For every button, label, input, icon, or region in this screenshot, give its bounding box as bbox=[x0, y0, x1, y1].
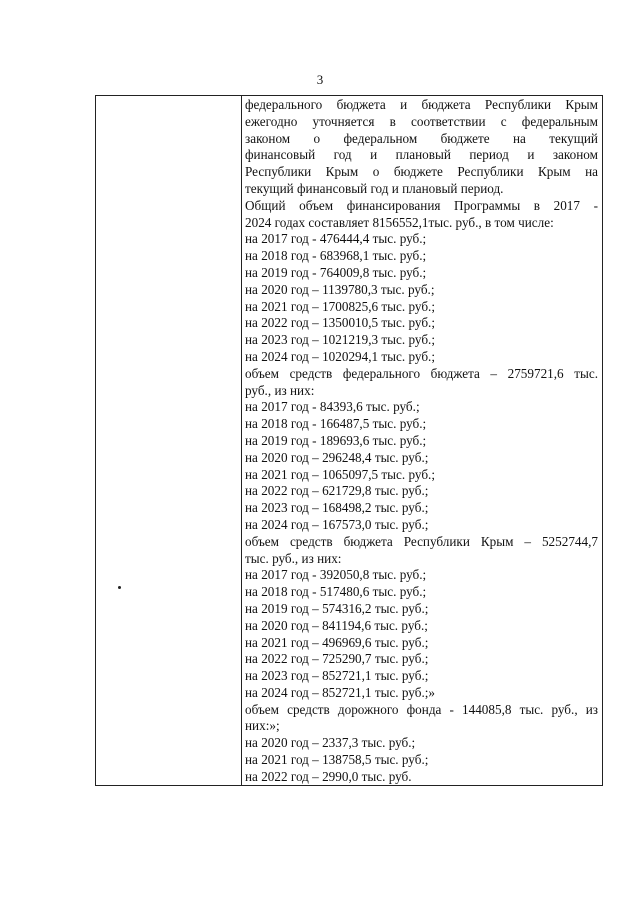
text-line: на 2022 год – 725290,7 тыс. руб.; bbox=[245, 651, 429, 667]
text-line: на 2022 год – 1350010,5 тыс. руб.; bbox=[245, 315, 435, 331]
text-line: на 2021 год – 1700825,6 тыс. руб.; bbox=[245, 298, 435, 314]
text-line: финансовый год и плановый период и законом bbox=[245, 147, 598, 163]
text-line: на 2019 год – 574316,2 тыс. руб.; bbox=[245, 600, 429, 616]
text-line: на 2020 год – 296248,4 тыс. руб.; bbox=[245, 449, 429, 465]
table-right-cell bbox=[245, 97, 598, 786]
text-line: на 2021 год – 496969,6 тыс. руб.; bbox=[245, 634, 429, 650]
text-line: на 2019 год - 189693,6 тыс. руб.; bbox=[245, 432, 427, 448]
text-line: на 2021 год – 1065097,5 тыс. руб.; bbox=[245, 466, 435, 482]
text-line: на 2020 год – 2337,3 тыс. руб.; bbox=[245, 735, 416, 751]
text-line: на 2023 год – 1021219,3 тыс. руб.; bbox=[245, 332, 435, 348]
text-line: на 2021 год – 138758,5 тыс. руб.; bbox=[245, 752, 429, 768]
text-line: на 2018 год - 517480,6 тыс. руб.; bbox=[245, 584, 427, 600]
text-line: Республики Крым о бюджете Республики Крым на bbox=[245, 164, 598, 180]
text-line: текущий финансовый год и плановый период. bbox=[245, 180, 504, 196]
column-divider bbox=[241, 96, 242, 785]
text-line: объем средств бюджета Республики Крым – 5252744,7 bbox=[245, 533, 598, 549]
text-line: объем средств дорожного фонда - 144085,8 тыс. руб., из bbox=[245, 701, 598, 717]
text-line: на 2023 год – 168498,2 тыс. руб.; bbox=[245, 500, 429, 516]
text-line: на 2020 год – 841194,6 тыс. руб.; bbox=[245, 617, 428, 633]
text-line: на 2022 год – 2990,0 тыс. руб. bbox=[245, 768, 412, 784]
text-line: на 2024 год – 167573,0 тыс. руб.; bbox=[245, 516, 429, 532]
text-line: Общий объем финансирования Программы в 2017 - bbox=[245, 197, 598, 213]
text-line: тыс. руб., из них: bbox=[245, 550, 342, 566]
text-line: законом о федеральном бюджете на текущий bbox=[245, 130, 598, 146]
text-line: на 2019 год - 764009,8 тыс. руб.; bbox=[245, 264, 427, 280]
text-line: ежегодно уточняется в соответствии с федеральным bbox=[245, 113, 598, 129]
text-line: на 2017 год - 476444,4 тыс. руб.; bbox=[245, 231, 427, 247]
text-line: на 2020 год – 1139780,3 тыс. руб.; bbox=[245, 281, 435, 297]
text-line: объем средств федерального бюджета – 2759721,6 тыс. bbox=[245, 365, 598, 381]
text-line: федерального бюджета и бюджета Республики Крым bbox=[245, 97, 598, 112]
text-line: руб., из них: bbox=[245, 382, 315, 398]
text-line: на 2018 год - 683968,1 тыс. руб.; bbox=[245, 248, 427, 264]
text-line: на 2018 год - 166487,5 тыс. руб.; bbox=[245, 416, 427, 432]
text-line: них:»; bbox=[245, 718, 280, 734]
text-line: на 2022 год – 621729,8 тыс. руб.; bbox=[245, 483, 429, 499]
page-number: 3 bbox=[316, 72, 324, 87]
text-line: на 2024 год – 1020294,1 тыс. руб.; bbox=[245, 348, 435, 364]
text-line: на 2023 год – 852721,1 тыс. руб.; bbox=[245, 668, 429, 684]
document-table bbox=[95, 95, 603, 786]
text-line: 2024 годах составляет 8156552,1тыс. руб., в том числе: bbox=[245, 214, 554, 230]
scan-dot-mark bbox=[118, 586, 121, 589]
text-line: на 2017 год - 392050,8 тыс. руб.; bbox=[245, 567, 427, 583]
text-line: на 2024 год – 852721,1 тыс. руб.;» bbox=[245, 684, 435, 700]
text-line: на 2017 год - 84393,6 тыс. руб.; bbox=[245, 399, 420, 415]
